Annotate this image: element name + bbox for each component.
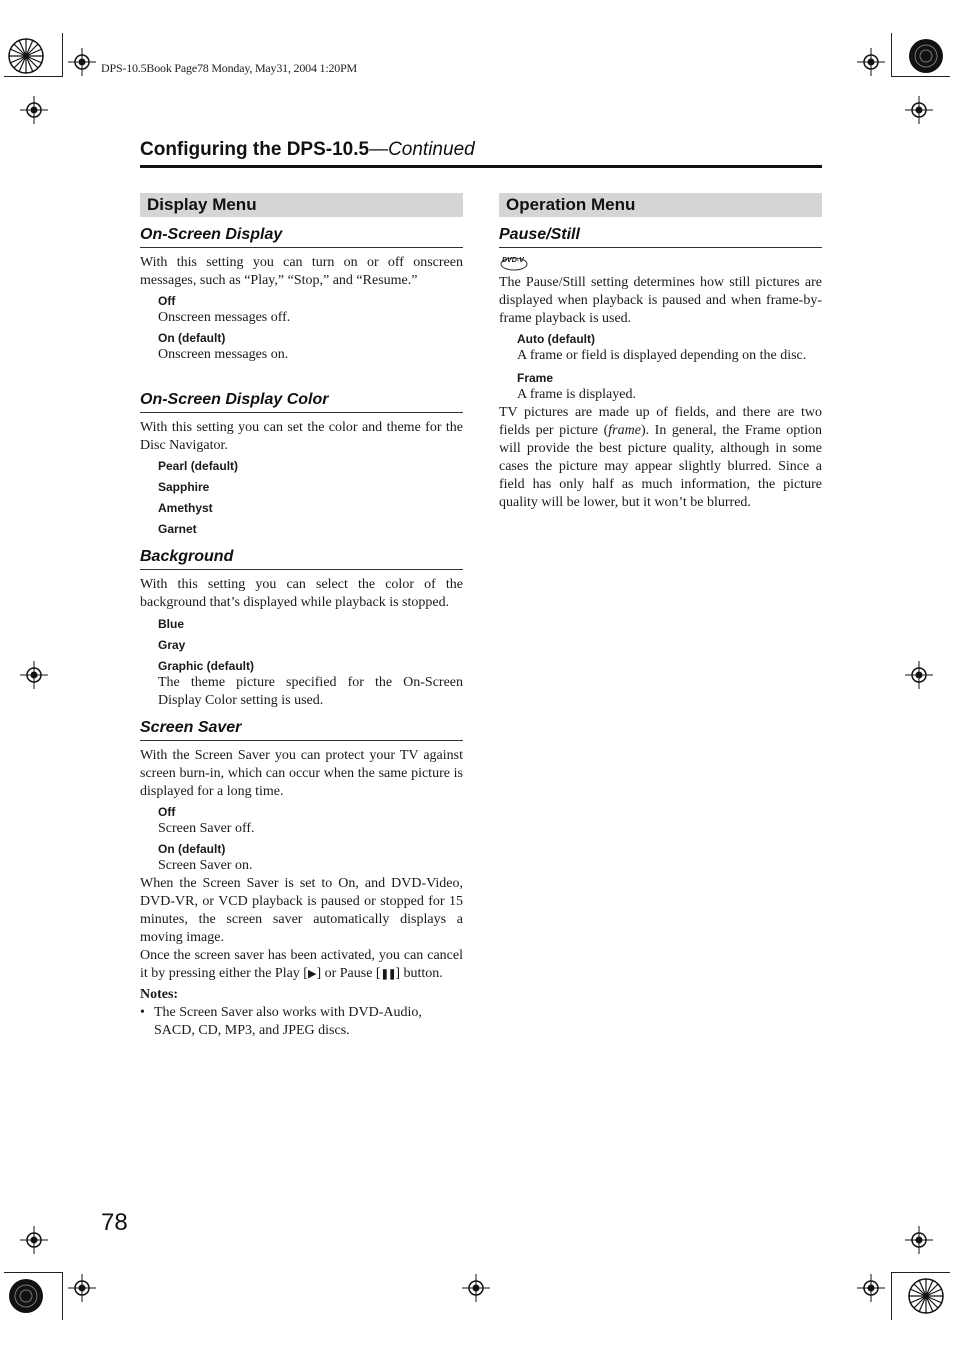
bullet-icon: • bbox=[140, 1005, 145, 1020]
page-number: 78 bbox=[101, 1209, 128, 1236]
dvd-video-disc-icon bbox=[499, 254, 531, 272]
continued-label: —Continued bbox=[369, 139, 475, 160]
notes-title: Notes: bbox=[140, 987, 179, 1002]
option-label: Garnet bbox=[158, 522, 197, 536]
section-on-screen-display-color bbox=[140, 391, 463, 537]
section-title: Background bbox=[140, 548, 463, 570]
option-label: Pearl (default) bbox=[158, 459, 239, 473]
section-intro: With the Screen Saver you can protect your TV against screen burn-in, which can occur when the same picture is displayed for a long time. bbox=[140, 748, 463, 799]
print-slug: DPS-10.5Book Page78 Monday, May31, 2004 1:20PM bbox=[101, 61, 358, 75]
left-column bbox=[140, 193, 463, 1040]
registration-mark-icon bbox=[20, 1226, 48, 1254]
option-description: The theme picture specified for the On-Screen Display Color setting is used. bbox=[158, 675, 463, 708]
option-label: Off bbox=[158, 294, 176, 308]
registration-mark-icon bbox=[462, 1274, 490, 1302]
option-label: Frame bbox=[517, 371, 554, 385]
option-description: A frame is displayed. bbox=[517, 387, 636, 402]
note-text: The Screen Saver also works with DVD-Audio, SACD, CD, MP3, and JPEG discs. bbox=[154, 1005, 422, 1038]
text-run: Once the screen saver has been activated, you can cancel it by pressing either the Play [ bbox=[140, 948, 463, 981]
option-label: Blue bbox=[158, 617, 185, 631]
display-menu-heading: Display Menu bbox=[140, 193, 463, 217]
section-background bbox=[140, 548, 463, 710]
registration-mark-icon bbox=[20, 96, 48, 124]
section-title: Screen Saver bbox=[140, 719, 463, 741]
option-description: A frame or field is displayed depending on the disc. bbox=[517, 348, 807, 363]
option-description: Onscreen messages off. bbox=[158, 310, 291, 325]
registration-mark-icon bbox=[857, 48, 885, 76]
section-on-screen-display bbox=[140, 226, 463, 364]
header-rule bbox=[140, 165, 822, 168]
section-intro: With this setting you can turn on or off onscreen messages, such as “Play,” “Stop,” and “Resume.” bbox=[140, 255, 463, 288]
registration-mark-icon bbox=[857, 1274, 885, 1302]
option-label: On (default) bbox=[158, 331, 226, 345]
screen-saver-paragraph: When the Screen Saver is set to On, and DVD-Video, DVD-VR, or VCD playback is paused or stopped for 15 minutes, the screen saver automatically displays a moving image. bbox=[140, 876, 463, 945]
registration-mark-icon bbox=[68, 48, 96, 76]
text-run: TV pictures are made up of fields, and there are two fields per picture ( bbox=[499, 405, 822, 438]
rosette-mark-icon bbox=[8, 38, 44, 74]
option-label: On (default) bbox=[158, 842, 226, 856]
option-description: Onscreen messages on. bbox=[158, 347, 289, 362]
section-intro: With this setting you can select the color of the background that’s displayed while playback is stopped. bbox=[140, 577, 463, 610]
text-run: ] button. bbox=[395, 966, 443, 981]
note-item bbox=[140, 1004, 463, 1040]
registration-mark-icon bbox=[68, 1274, 96, 1302]
rosette-mark-icon bbox=[908, 38, 944, 74]
registration-mark-icon bbox=[905, 661, 933, 689]
section-pause-still bbox=[499, 226, 822, 512]
operation-menu-heading: Operation Menu bbox=[499, 193, 822, 217]
right-column bbox=[499, 193, 822, 512]
option-description: Screen Saver on. bbox=[158, 858, 253, 873]
section-screen-saver bbox=[140, 719, 463, 1040]
registration-mark-icon bbox=[905, 1226, 933, 1254]
text-run: ). In general, the Frame option will provide the best picture quality, although in some cases the picture may appear slightly blurred. Since a field has only half as much information, the picture quality will be lower, but it won’t be blurred. bbox=[499, 423, 823, 510]
fields-paragraph bbox=[499, 404, 822, 512]
option-label: Graphic (default) bbox=[158, 659, 255, 673]
page-title: Configuring the DPS-10.5 bbox=[140, 139, 370, 160]
option-label: Gray bbox=[158, 638, 186, 652]
pause-icon: ❚❚ bbox=[380, 969, 396, 980]
option-label: Off bbox=[158, 805, 176, 819]
section-intro: The Pause/Still setting determines how still pictures are displayed when playback is paused and when frame-by-frame playback is used. bbox=[499, 275, 822, 326]
registration-mark-icon bbox=[20, 661, 48, 689]
option-label: Amethyst bbox=[158, 501, 213, 515]
text-run: ] or Pause [ bbox=[316, 966, 381, 981]
dvd-logo-text: DVD-V bbox=[502, 257, 524, 264]
play-icon: ▶ bbox=[307, 968, 317, 980]
page-header bbox=[140, 139, 822, 161]
section-title: On-Screen Display Color bbox=[140, 391, 463, 413]
option-description: Screen Saver off. bbox=[158, 821, 255, 836]
rosette-mark-icon bbox=[908, 1278, 944, 1314]
section-title: Pause/Still bbox=[499, 226, 822, 248]
section-title: On-Screen Display bbox=[140, 226, 463, 248]
section-intro: With this setting you can set the color and theme for the Disc Navigator. bbox=[140, 420, 463, 453]
registration-mark-icon bbox=[905, 96, 933, 124]
text-emphasis: frame bbox=[608, 423, 641, 438]
option-label: Sapphire bbox=[158, 480, 210, 494]
screen-saver-cancel-paragraph bbox=[140, 947, 463, 984]
rosette-mark-icon bbox=[8, 1278, 44, 1314]
option-label: Auto (default) bbox=[517, 332, 595, 346]
